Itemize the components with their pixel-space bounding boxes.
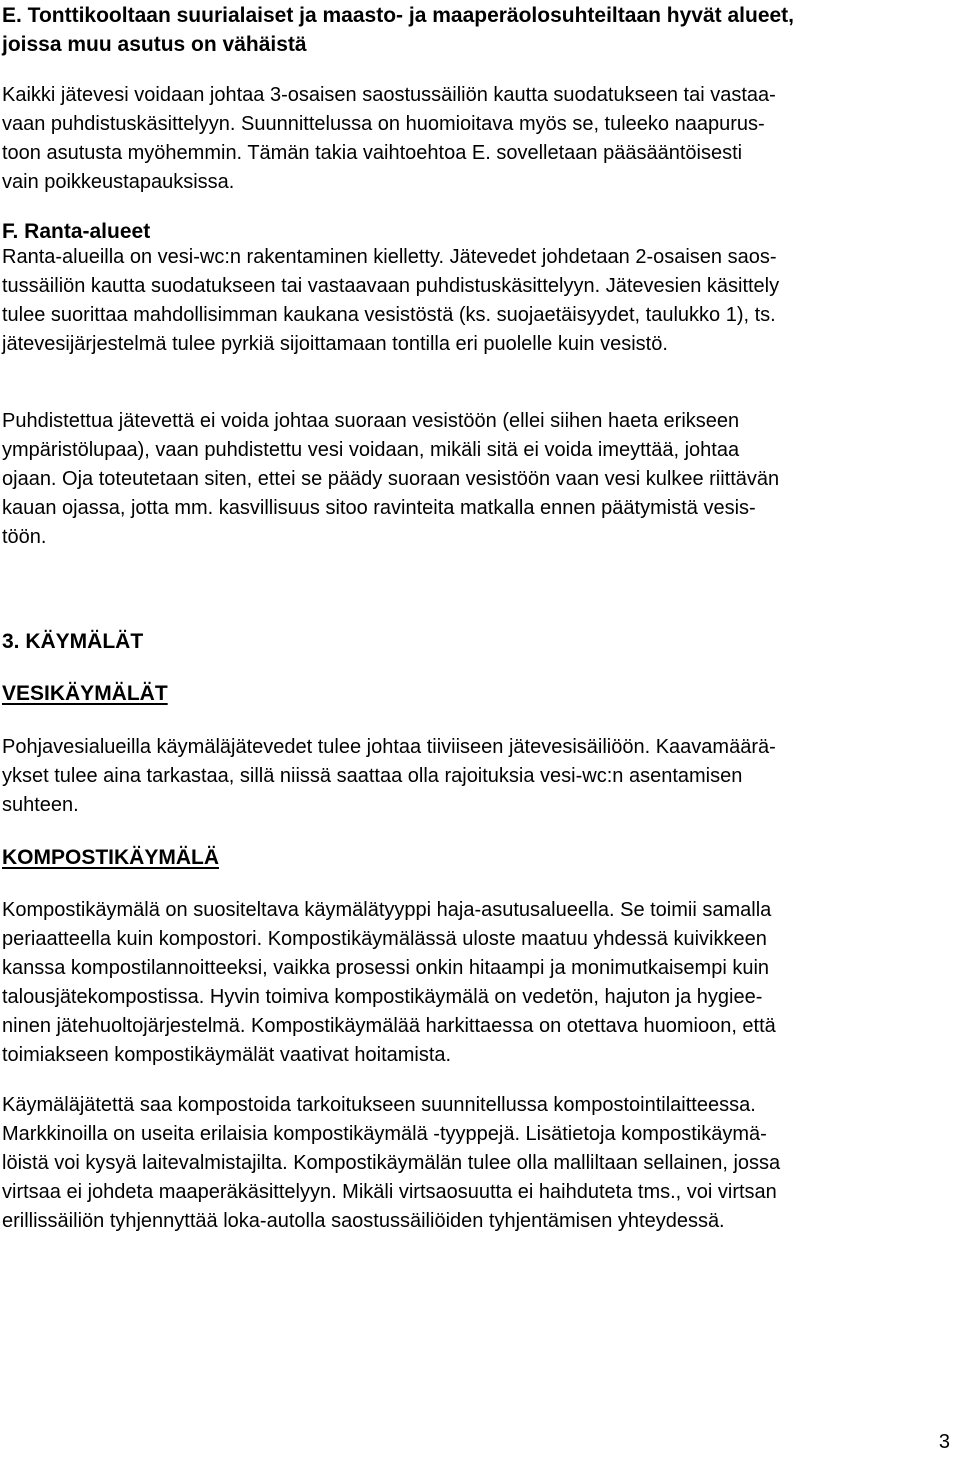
- text-line: Kaikki jätevesi voidaan johtaa 3-osaisen saostussäiliön kautta suodatukseen tai vastaa-: [2, 84, 776, 106]
- text-line: Kompostikäymälä on suositeltava käymälätyyppi haja-asutusalueella. Se toimii samalla: [2, 899, 772, 921]
- text-line: ojaan. Oja toteutetaan siten, ettei se päädy suoraan vesistöön vaan vesi kulkee riittävän: [2, 468, 780, 490]
- page-number: 3: [938, 1431, 950, 1453]
- text-line: löistä voi kysyä laitevalmistajilta. Kompostikäymälän tulee olla malliltaan sellainen, jossa: [2, 1152, 781, 1174]
- section-f-paragraph-2: [2, 407, 956, 552]
- text-line: erillissäiliön tyhjennyttää loka-autolla saostussäiliöiden tyhjentämisen yhteydessä.: [2, 1210, 725, 1232]
- text-line: ympäristölupaa), vaan puhdistettu vesi voidaan, mikäli sitä ei voida imeyttää, johtaa: [2, 439, 740, 461]
- kompostikaymala-paragraph-1: [2, 896, 956, 1070]
- text-line: jätevesijärjestelmä tulee pyrkiä sijoittamaan tontilla eri puolelle kuin vesistö.: [2, 333, 668, 355]
- text-line: kauan ojassa, jotta mm. kasvillisuus sitoo ravinteita matkalla ennen päätymistä vesis-: [2, 497, 756, 519]
- kompostikaymala-heading-text: KOMPOSTIKÄYMÄLÄ: [2, 846, 219, 869]
- text-line: suhteen.: [2, 794, 79, 816]
- text-line: toon asutusta myöhemmin. Tämän takia vaihtoehtoa E. sovelletaan pääsääntöisesti: [2, 142, 743, 164]
- text-line: Pohjavesialueilla käymäläjätevedet tulee johtaa tiiviiseen jätevesisäiliöön. Kaavamäärä-: [2, 736, 776, 758]
- text-line: kanssa kompostilannoitteeksi, vaikka prosessi onkin hitaampi ja monimutkaisempi kuin: [2, 957, 770, 979]
- text-line: Ranta-alueilla on vesi-wc:n rakentaminen kielletty. Jätevedet johdetaan 2-osaisen saos-: [2, 246, 777, 268]
- text-line: periaatteella kuin kompostori. Kompostikäymälässä uloste maatuu yhdessä kuivikkeen: [2, 928, 767, 950]
- text-line: vain poikkeustapauksissa.: [2, 171, 235, 193]
- text-line: virtsaa ei johdeta maaperäkäsittelyyn. Mikäli virtsaosuutta ei haihduteta tms., voi virtsan: [2, 1181, 777, 1203]
- text-line: ykset tulee aina tarkastaa, sillä niissä saattaa olla rajoituksia vesi-wc:n asentamisen: [2, 765, 743, 787]
- text-line: toimiakseen kompostikäymälät vaativat hoitamista.: [2, 1044, 452, 1066]
- text-line: Käymäläjätettä saa kompostoida tarkoitukseen suunnitellussa kompostointilaitteessa.: [2, 1094, 756, 1116]
- text-line: tulee suorittaa mahdollisimman kaukana vesistöstä (ks. suojaetäisyydet, taulukko 1), ts.: [2, 304, 776, 326]
- kompostikaymala-paragraph-2: [2, 1091, 956, 1236]
- vesikaymalat-heading-text: VESIKÄYMÄLÄT: [2, 682, 168, 705]
- section-f-heading: F. Ranta-alueet: [2, 220, 151, 243]
- text-line: Puhdistettua jätevettä ei voida johtaa suoraan vesistöön (ellei siihen haeta erikseen: [2, 410, 740, 432]
- vesikaymalat-paragraph: [2, 733, 956, 820]
- text-line: tussäiliön kautta suodatukseen tai vastaavaan puhdistuskäsittelyyn. Jätevesien käsittely: [2, 275, 780, 297]
- chapter-3-heading: 3. KÄYMÄLÄT: [2, 630, 144, 653]
- heading-line: joissa muu asutus on vähäistä: [2, 33, 307, 56]
- text-line: talousjätekompostissa. Hyvin toimiva kompostikäymälä on vedetön, hajuton ja hygiee-: [2, 986, 763, 1008]
- text-line: vaan puhdistuskäsittelyyn. Suunnittelussa on huomioitava myös se, tuleeko naapurus-: [2, 113, 765, 135]
- vesikaymalat-heading: [2, 679, 956, 708]
- text-line: Markkinoilla on useita erilaisia kompostikäymälä -tyyppejä. Lisätietoja kompostikäymä-: [2, 1123, 767, 1145]
- section-e-paragraph: [2, 81, 956, 197]
- text-line: ninen jätehuoltojärjestelmä. Kompostikäymälää harkittaessa on otettava huomioon, että: [2, 1015, 776, 1037]
- heading-line: E. Tonttikooltaan suurialaiset ja maasto- ja maaperäolosuhteiltaan hyvät alueet,: [2, 4, 795, 27]
- kompostikaymala-heading: [2, 843, 956, 872]
- section-f-paragraph-1: [2, 243, 956, 359]
- text-line: töön.: [2, 526, 47, 548]
- section-e-heading: [2, 1, 956, 59]
